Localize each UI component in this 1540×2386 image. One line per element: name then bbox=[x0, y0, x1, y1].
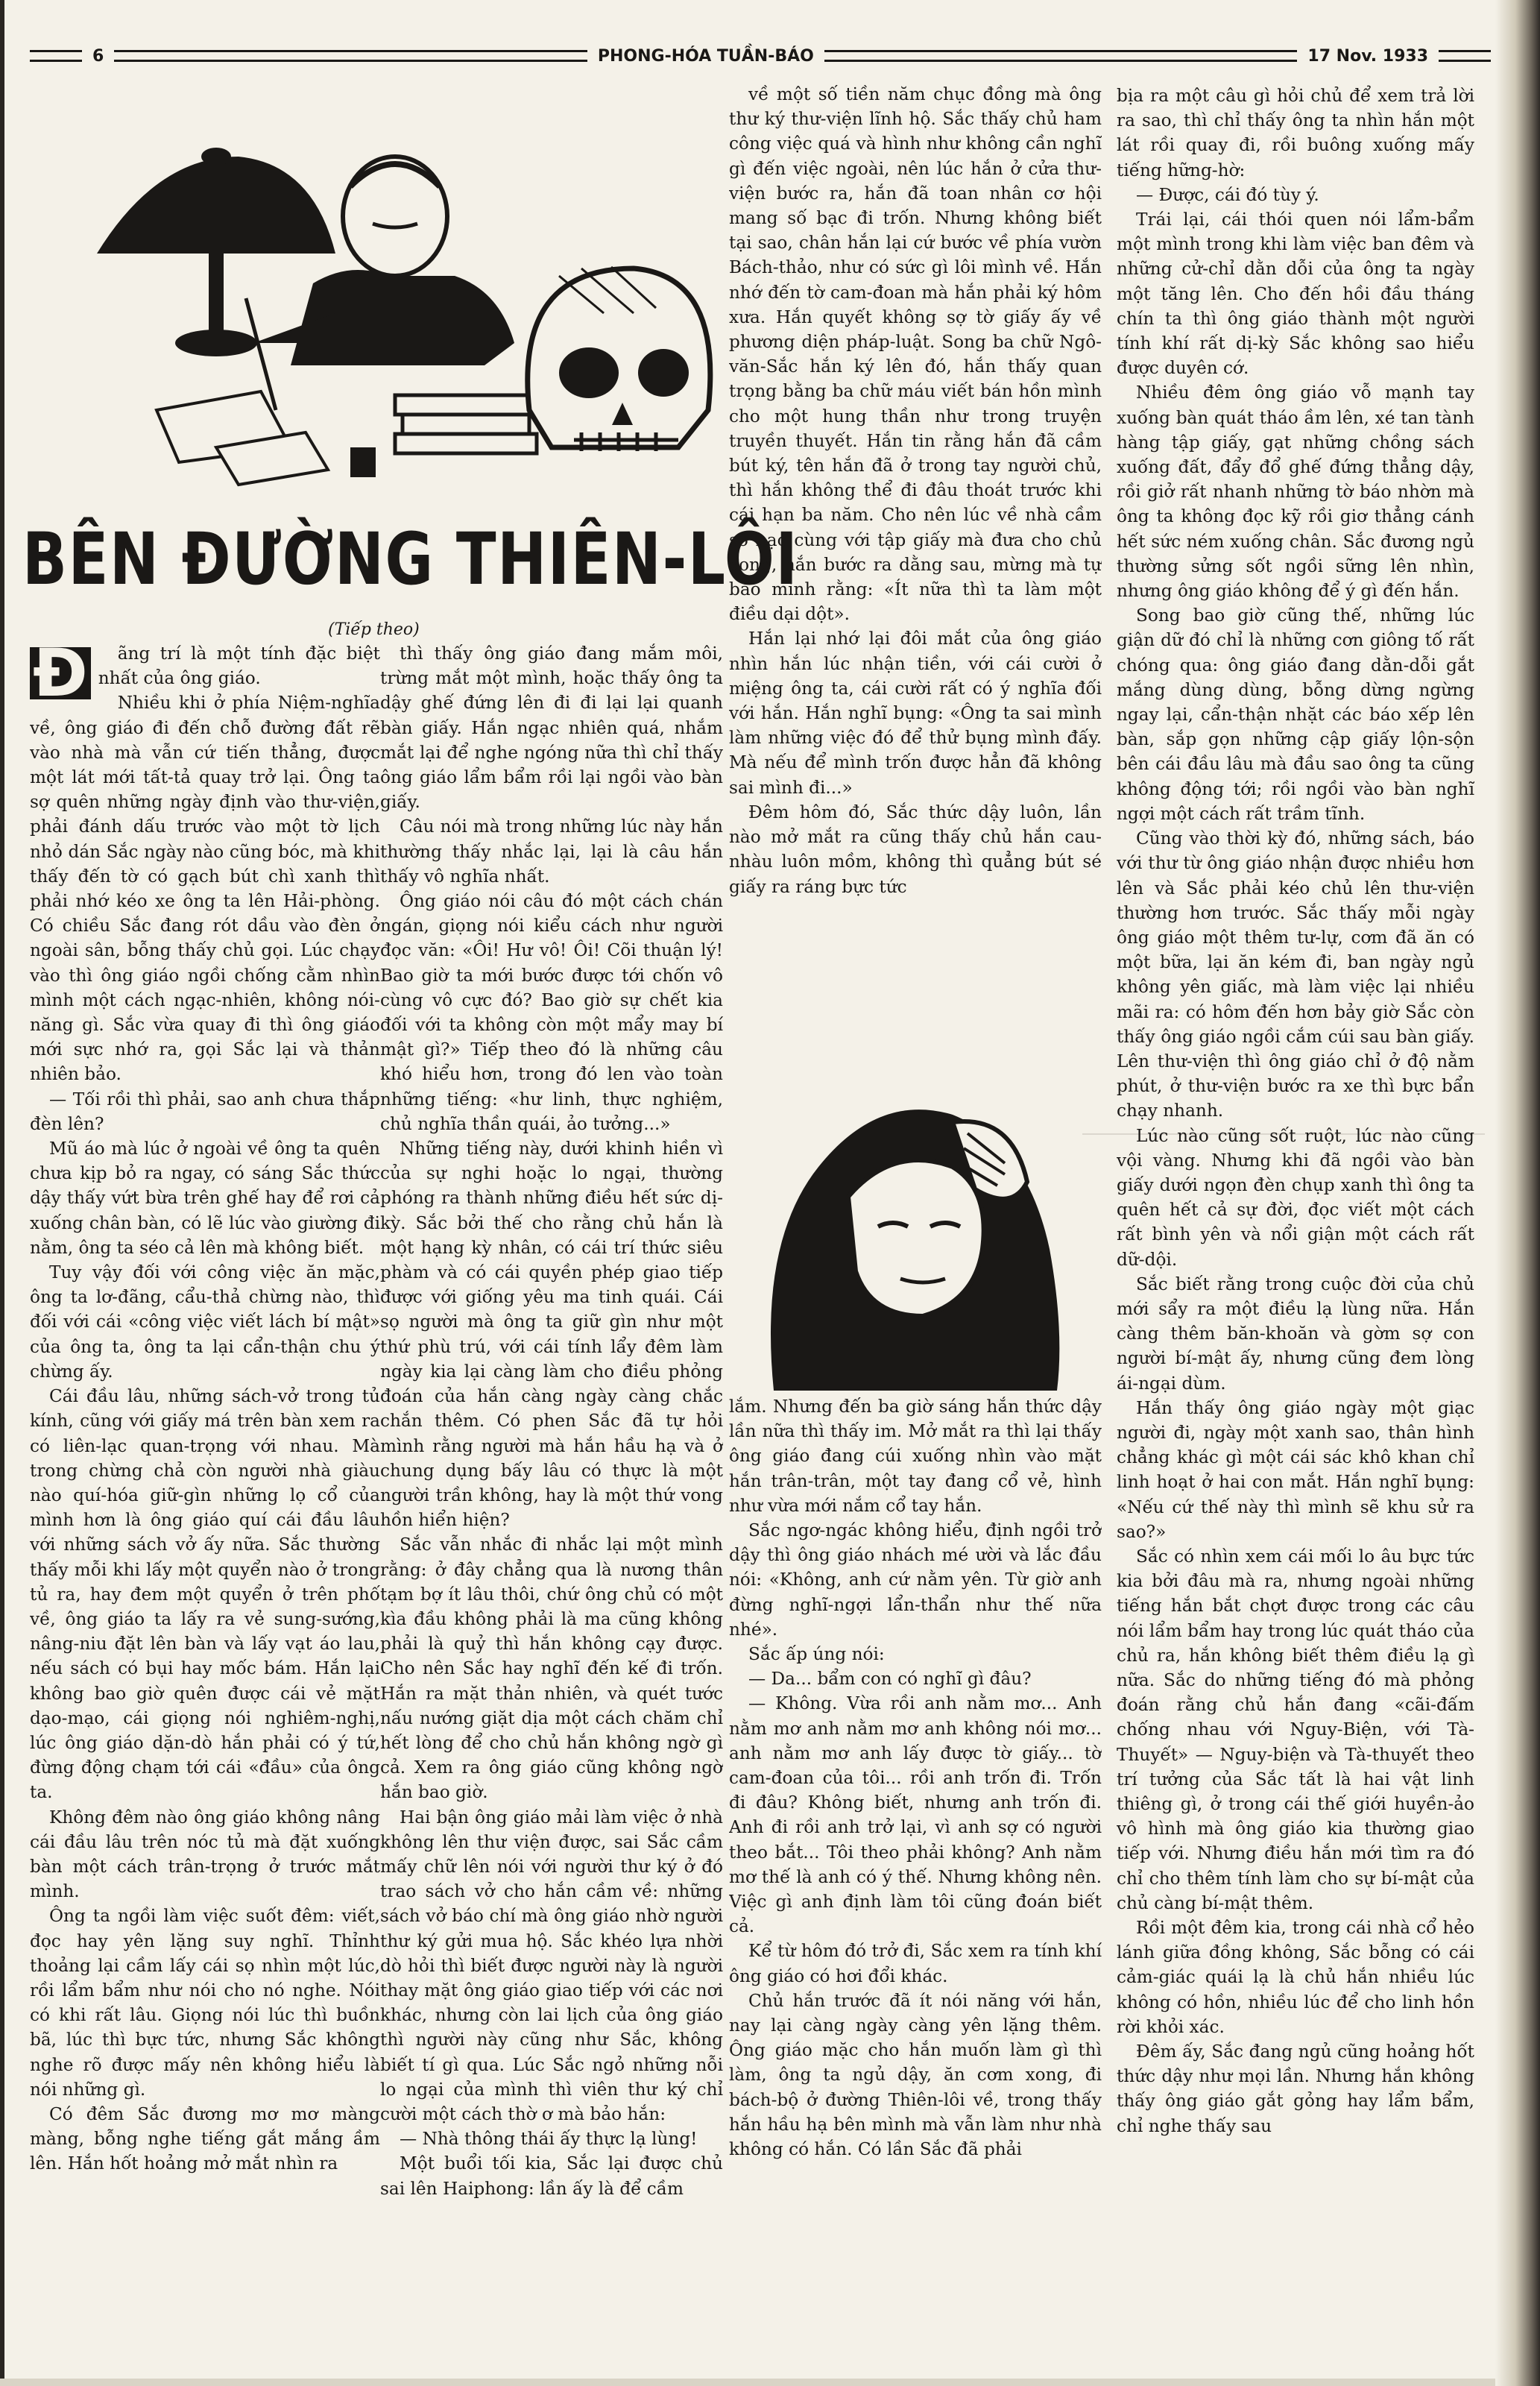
article-title: BÊN ĐƯỜNG THIÊN-LÔI bbox=[22, 517, 799, 601]
col1-para-8: Có đêm Sắc đương mơ mơ màng màng, bỗng nghe tiếng gắt mắng ầm lên. Hắn hốt hoảng mở mắt nhìn ra bbox=[30, 2103, 380, 2174]
header-rule-mid-left bbox=[114, 50, 587, 62]
col4-para-4: Song bao giờ cũng thế, những lúc giận dữ đó chỉ là những cơn giông tố rất chóng qua: ông giáo đang dằn-dỗi gắt mắng dùng dùng, bỗng dừng ngừng ngay lại, cẩn-thận nhặt các báo xếp lên bàn, sắp gọn những cập giấy lộn-sộn bên cái đầu lâu mà đầu sao ông ta cũng không động tới; rồi ngồi vào bàn nghĩ ngợi một cách rất trầm tĩnh. bbox=[1117, 605, 1474, 824]
col4-para-3: Nhiều đêm ông giáo vỗ mạnh tay xuống bàn quát tháo ầm lên, xé tan tành hàng tập giấy, gạt những chồng sách xuống đất, đẩy đổ ghế đứng thẳng dậy, rồi giở rất nhanh những tờ báo nhờn mà ông ta không đọc kỹ rồi giơ thẳng cánh hết sức ném xuống chân. Sắc đương ngủ thường sửng sốt ngồi sững lên nhìn, nhưng ông giáo không để ý gì đến hắn. bbox=[1117, 383, 1474, 602]
col3b-para-1: Sắc ngơ-ngác không hiểu, định ngồi trở dậy thì ông giáo nhách mé ười và lắc đầu nói: «Không, anh cứ nằm yên. Từ giờ anh đừng nghĩ-ngợi lẩn-thẩn như thế nữa nhé». bbox=[729, 1520, 1102, 1640]
col2-para-6: — Nhà thông thái ấy thực lạ lùng! bbox=[400, 2129, 698, 2150]
col4-para-11: Đêm ấy, Sắc đang ngủ cũng hoảng hốt thức dậy như mọi lần. Nhưng hắn không thấy ông giáo gắt gỏng hay lẩm bẩm, chỉ nghe thấy sau bbox=[1117, 2042, 1474, 2136]
col2-para-4: Sắc vẫn nhắc đi nhắc lại một mình rằng: ở đây chẳng qua là nương thân tạm bợ ít lâu thôi, chứ ông chủ có một kìa đầu không phải là ma cũng không phải là quỷ thì hắn không cạy được. Cho nên Sắc hay nghĩ đến kế đi trốn. Hắn ra mặt thản nhiên, và quét tước nấu nướng giặt dịa một cách chăm chỉ hết lòng để cho chủ hắn không ngờ gì cả. Xem ra ông giáo cũng không ngờ hắn bao giờ. bbox=[380, 1534, 723, 1803]
col1-para-2: — Tối rồi thì phải, sao anh chưa thắp đèn lên? bbox=[30, 1089, 380, 1134]
col4-para-6: Lúc nào cũng sốt ruột, lúc nào cũng vội vàng. Nhưng khi đã ngồi vào bàn giấy dưới ngọn đèn chụp xanh thì ông ta quên hết cả sự đời, đọc viết một cách rất bình yên và nổi giận một cách rất dữ-dội. bbox=[1117, 1125, 1474, 1270]
drop-cap: Đ bbox=[30, 647, 91, 699]
col4-para-7: Sắc biết rằng trong cuộc đời của chủ mới sẩy ra một điều lạ lùng nữa. Hắn càng thêm băn-khoăn và gờm sợ con người bí-mật ấy, nhưng cũng đem lòng ái-ngại dùm. bbox=[1117, 1274, 1474, 1394]
col1-para-3: Mũ áo mà lúc ở ngoài về ông ta quên chưa kịp bỏ ra ngay, có sáng Sắc thức dậy thấy vứt bừa trên ghế hay để rơi cả xuống chân bàn, có lẽ lúc vào giường đi nằm, ông ta séo cả lên mà không biết. bbox=[30, 1139, 380, 1258]
col2-para-3: Những tiếng này, dưới khinh hiền vì của sự nghi hoặc lo ngại, thường phóng ra thành những điều hết sức dị-kỳ. Sắc bởi thế cho rằng chủ hắn là một hạng kỳ nhân, có cái trí thức siêu phàm và có cái quyền phép giao tiếp được với giống yêu ma tinh quái. Cái sọ người mà ông ta giữ gìn như một thứ phù trú, với cái tính lẩy đêm làm ngày kia lại càng làm cho điều phỏng đoán của hắn càng ngày càng chắc chắn thêm. Có phen Sắc đã tự hỏi mình rằng người mà hắn hầu hạ và ở chung dụng bấy lâu có thực là một người trần không, hay là một thứ vong hồn hiển hiện? bbox=[380, 1139, 723, 1531]
col1-para-1: Nhiều khi ở phía Niệm-nghĩa về, ông giáo đi đến chỗ đường đất rẽ vào nhà mà vẫn cứ tiến thẳng, được một lát mới tất-tả quay trở lại. Ông ta sợ quên những ngày định vào thư-viện, phải đánh dấu trước vào một tờ lịch nhỏ dán Sắc ngày nào cũng bóc, mà khi thấy đến tờ có gạch bút chì xanh thì phải nhớ kéo xe ông ta lên Hải-phòng. Có chiều Sắc đang rót dầu vào đèn ở ngoài sân, bỗng thấy chủ gọi. Lúc chạy vào thì ông giáo ngồi chống cằm nhìn mình một cách ngạc-nhiên, không nói-năng gì. Sắc vừa quay đi thì ông giáo mới sực nhớ ra, gọi Sắc lại và thản nhiên bảo. bbox=[30, 693, 380, 1085]
column-1 bbox=[30, 641, 380, 2349]
col3-para-0: về một số tiền năm chục đồng mà ông thư ký thư-viện lĩnh hộ. Sắc thấy chủ ham công việc quá và hình như không cần nghĩ gì đến việc ngoài, nên lúc hắn ở cửa thư-viện bước ra, hắn đã toan nhân cơ hội mang số bạc đi trốn. Nhưng không biết tại sao, chân hắn lại cứ bước về phía vườn Bách-thảo, như có sức gì lôi mình về. Hắn nhớ đến tờ cam-đoan mà hắn phải ký hôm xưa. Hắn quyết không sợ tờ giấy ấy về phương diện pháp-luật. Song ba chữ Ngô-văn-Sắc hắn ký lên đó, hắn thấy quan trọng bằng ba chữ máu viết bán hồn mình cho một hung thần như trong truyện truyền thuyết. Hắn tin rằng hắn đã cầm bút ký, tên hắn đã ở trong tay người chủ, thì hắn không thể đi đâu thoát trước khi cái hạn ba năm. Cho nên lúc về nhà cầm số bạc cùng với tập giấy mà đưa cho chủ xong, hắn bước ra dằng sau, mừng mà tự bảo mình rằng: «Ít nữa thì ta làm một điều dại dột». bbox=[729, 84, 1102, 625]
col1-para-5: Cái đầu lâu, những sách-vở trong tủ kính, cũng với giấy má trên bàn xem ra có liên-lạc quan-trọng với nhau. Mà trong chừng chả còn người nhà giàu nào quí-hóa giữ-gìn những lọ cổ của mình hơn là ông giáo quí cái đầu lâu với những sách vở ấy nữa. Sắc thường thấy mỗi khi lấy một quyển nào ở trong tủ ra, hay đem một quyển ở trên phố về, ông giáo ta lấy ra vẻ sung-sướng, nâng-niu đặt lên bàn và lấy vạt áo lau, nếu sách có bụi hay mốc bám. Hắn lại không bao giờ quên được cái vẻ mặt dạo-mạo, cái giọng nói nghiêm-nghị, lúc ông giáo dặn-dò hắn phải có ý tứ, đừng động chạm tới cái «đầu» của ông ta. bbox=[30, 1386, 380, 1803]
col1-para-7: Ông ta ngồi làm việc suốt đêm: viết, đọc hay yên lặng suy nghĩ. Thỉnh thoảng lại cầm lấy cái sọ nhìn một lúc, rồi lẩm bẩm như nói cho nó nghe. Nói có khi rất lâu. Giọng nói lúc thì buồn bã, lúc thì bực tức, nhưng Sắc không nghe rõ được mấy nên không hiểu là nói những gì. bbox=[30, 1906, 380, 2100]
col3b-para-4: — Không. Vừa rồi anh nằm mơ... Anh nằm mơ anh nằm mơ anh không nói mơ... anh nằm mơ anh lấy được tờ giấy... tờ cam-đoan của tôi... rồi anh trốn đi. Trốn đi đâu? Không biết, nhưng anh trốn đi. Anh đi rồi anh trở lại, vì anh sợ có người theo bắt... Tôi theo phải không? Anh nằm mơ thế là anh có ý thế. Nhưng không nên. Việc gì anh định làm tôi cũng đoán biết cả. bbox=[729, 1693, 1102, 1937]
col4-para-10: Rồi một đêm kia, trong cái nhà cổ hẻo lánh giữa đồng không, Sắc bỗng có cái cảm-giác quái lạ là chủ hắn nhiều lúc không có hồn, nhiều lúc để cho linh hồn rời khỏi xác. bbox=[1117, 1918, 1474, 2037]
col2-para-5: Hai bận ông giáo mải làm việc ở nhà không lên thư viện được, sai Sắc cầm mấy chữ lên nói với người thư ký ở đó trao sách vở cho hắn cầm về: những sách vở báo chí mà ông giáo nhờ người thư ký gửi mua hộ. Sắc khéo lựa nhời dò hỏi thì biết được người này là người thay mặt ông giáo giao tiếp với các nơi khác, nhưng còn lai lịch của ông giáo thì người này cũng như Sắc, không biết tí gì qua. Lúc Sắc ngỏ những nỗi lo ngại của mình thì viên thư ký chỉ cười một cách thờ ơ mà bảo hắn: bbox=[380, 1807, 723, 2124]
col3b-para-2: Sắc ấp úng nói: bbox=[748, 1644, 885, 1665]
col4-para-5: Cũng vào thời kỳ đó, những sách, báo với thư từ ông giáo nhận được nhiều hơn lên và Sắc phải kéo chủ lên thư-viện thường hơn trước. Sắc thấy mỗi ngày ông giáo một thêm tư-lự, cơm đã ăn có một bữa, lại ăn kém đi, ban ngày ngủ không yên giấc, mà làm việc lại nhiều mãi ra: có hôm đến hơn bảy giờ Sắc còn thấy ông giáo ngồi cắm cúi sau bàn giấy. Lên thư-viện thì ông giáo chỉ ở độ nằm phút, ở thư-viện bước ra xe thì bực bẩn chạy nhanh. bbox=[1117, 828, 1474, 1121]
scholar-skull-illustration bbox=[67, 97, 716, 514]
col4-para-2: Trái lại, cái thói quen nói lẩm-bẩm một mình trong khi làm việc ban đêm và những cử-chỉ dằn dỗi của ông ta ngày một tăng lên. Cho đến hồi đầu tháng chín ta thì ông giáo thành một người tính khí rất dị-kỳ Sắc không sao hiểu được duyên cớ. bbox=[1117, 210, 1474, 379]
col4-para-0: bịa ra một câu gì hỏi chủ để xem trả lời ra sao, thì chỉ thấy ông ta nhìn hắn một lát rồi quay đi, rồi buông xuống mấy tiếng hững-hờ: bbox=[1117, 86, 1474, 180]
column-3-top bbox=[729, 82, 1102, 995]
col4-para-1: — Được, cái đó tùy ý. bbox=[1136, 184, 1319, 205]
column-3-bottom bbox=[729, 1394, 1102, 2349]
old-man-illustration bbox=[729, 1003, 1102, 1391]
header-rule-left bbox=[30, 50, 82, 62]
col3b-para-6: Chủ hắn trước đã ít nói năng với hắn, nay lại càng ngày càng yên lặng thêm. Ông giáo mặc cho hắn muốn làm gì thì làm, ông ta ngủ dậy, ăn cơm xong, đi bách-bộ ở đường Thiên-lôi về, trong thấy hắn hầu hạ bên mình mà vẫn làm như nhà không có hắn. Có lần Sắc đã phải bbox=[729, 1990, 1102, 2160]
col4-para-8: Hắn thấy ông giáo ngày một giạc người đi, ngày một xanh sao, thân hình chẳng khác gì một cái sác khô khan chỉ linh hoạt ở hai con mắt. Hắn nghĩ bụng: «Nếu cứ thế này thì mình sẽ khu sử ra sao?» bbox=[1117, 1397, 1474, 1542]
col1-para-0: Đ ãng trí là một tính đặc biệt nhất của ông giáo. bbox=[30, 641, 380, 690]
col1-para-4: Tuy vậy đối với công việc ăn mặc, ông ta lơ-đãng, cẩu-thả chừng nào, thì đối với cái «công việc viết lách bí mật» của ông ta, ông ta lại cẩn-thận chu ý chừng ấy. bbox=[30, 1262, 380, 1382]
header-rule-mid-right bbox=[824, 50, 1298, 62]
article-subtitle: (Tiếp theo) bbox=[328, 620, 420, 639]
col2-para-1: Câu nói mà trong những lúc này hắn thường thấy nhắc lại, lại là câu hắn thấy vô nghĩa nhất. bbox=[380, 816, 723, 887]
col3-para-2: Đêm hôm đó, Sắc thức dậy luôn, lần nào mở mắt ra cũng thấy chủ hắn cau-nhàu luôn mồm, không thì quẳng bút sé giấy ra ráng bực tức bbox=[729, 802, 1102, 897]
col3b-para-5: Kể từ hôm đó trở đi, Sắc xem ra tính khí ông giáo có hơi đổi khác. bbox=[729, 1941, 1102, 1986]
column-2 bbox=[380, 641, 723, 2364]
page-edge-shadow bbox=[1495, 0, 1540, 2386]
publication-name: PHONG-HÓA TUẦN-BÁO bbox=[597, 46, 814, 66]
col4-para-9: Sắc có nhìn xem cái mối lo âu bực tức kia bởi đâu mà ra, nhưng ngoài những tiếng hắn bắt chợt được trong các câu nói lẩm bẩm hay trong lúc quát tháo của chủ ra, hắn không biết thêm điều lạ gì nữa. Sắc do những tiếng đó mà phỏng đoán rằng chủ hắn đang «cãi-đấm chống nhau với Nguy-Biện, với Tà-Thuyết» — Nguy-biện và Tà-thuyết theo trí tưởng của Sắc tất là hai vật linh thiêng gì, ở trong cái thế giới huyền-ảo vô hình mà ông giáo kia thường giao tiếp với. Nhưng điều hắn mới tìm ra đó chỉ cho thêm tính làm cho sự bí-mật của chủ càng bí-mật thêm. bbox=[1117, 1546, 1474, 1913]
col3b-para-3: — Da... bẩm con có nghĩ gì đâu? bbox=[748, 1669, 1032, 1690]
col2-para-2: Ông giáo nói câu đó một cách chán ngán, giọng nói kiểu cách như người đọc văn: «Ôi! Hư vô! Ôi! Cõi thuận lý! Bao giờ ta mới bước được tới chốn vô cùng vô cực đó? Bao giờ sự chết kia đối với ta không còn một mẩy may bí mật gì?» Tiếp theo đó là những câu khó hiểu hơn, trong đó len vào toàn những tiếng: «hư linh, thực nghiệm, chủ nghĩa thần quái, ảo tưởng...» bbox=[380, 891, 723, 1134]
col1-para-6: Không đêm nào ông giáo không nâng cái đầu lâu trên nóc tủ mà đặt xuống bàn một cách trân-trọng ở trước mắt mình. bbox=[30, 1807, 380, 1902]
col2-para-7: Một buổi tối kia, Sắc lại được chủ sai lên Haiphong: lần ấy là để cầm bbox=[380, 2153, 723, 2199]
page-number: 6 bbox=[92, 46, 104, 66]
col3-para-1: Hắn lại nhớ lại đôi mắt của ông giáo nhìn hắn lúc nhận tiền, với cái cười ở miệng ông ta, cái cười rất có ý nghĩa đối với hắn. Hắn nghĩ bụng: «Ông ta sai mình làm những việc đó để thử bụng mình đấy. Mà nếu để mình trốn được hẳn đã không sai mình đi...» bbox=[729, 629, 1102, 798]
issue-date: 17 Nov. 1933 bbox=[1307, 46, 1429, 66]
column-4 bbox=[1117, 84, 1474, 2350]
col2-para-0: thì thấy ông giáo đang mắm môi, trừng mắt một mình, hoặc thấy ông ta dậy ghế đứng lên đi đi lại lại quanh bàn giấy. Hắn ngạc nhiên quá, nhắm mắt lại để nghe ngóng nữa thì chỉ thấy ông giáo lẩm bẩm rồi lại ngồi vào bàn giấy. bbox=[380, 643, 723, 813]
header-rule-right bbox=[1439, 50, 1491, 62]
page-header bbox=[30, 43, 1491, 69]
col3b-para-0: lắm. Nhưng đến ba giờ sáng hắn thức dậy lần nữa thì thấy im. Mở mắt ra thì lại thấy ông giáo đang cúi xuống nhìn vào mặt hắn trân-trân, một tay đang cổ vẻ, hình như vừa mới nắm cổ tay hắn. bbox=[729, 1397, 1102, 1516]
